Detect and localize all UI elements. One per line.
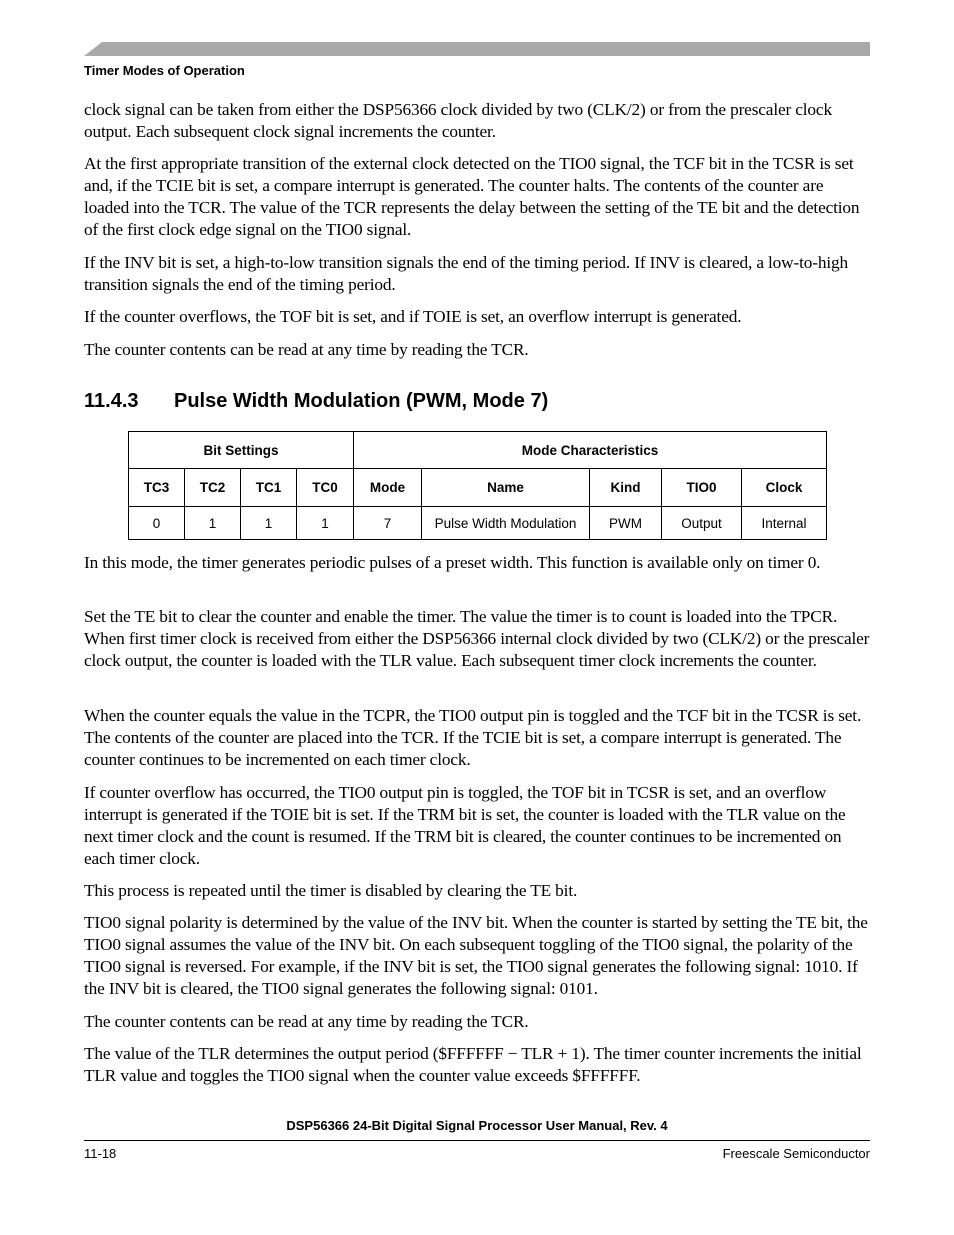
table-cell: 1: [241, 507, 297, 540]
column-header-tc0: TC0: [297, 469, 354, 507]
paragraph: The counter contents can be read at any time by reading the TCR.: [84, 1012, 529, 1031]
column-header-clock: Clock: [742, 469, 827, 507]
paragraph: The value of the TLR determines the output period ($FFFFFF − TLR + 1). The timer counter increments the initial TLR value and toggles the TIO0 signal when the counter value exceeds $FFFFFF.: [84, 1044, 862, 1085]
section-heading: [84, 388, 548, 414]
table-cell: 1: [185, 507, 241, 540]
table-cell: Output: [662, 507, 742, 540]
paragraph: At the first appropriate transition of the external clock detected on the TIO0 signal, the TCF bit in the TCSR is set and, if the TCIE bit is set, a compare interrupt is generated. The counter halts. The contents of the counter are loaded into the TCR. The value of the TCR represents the delay between the setting of the TE bit and the detection of the first clock edge signal on the TIO0 signal.: [84, 154, 860, 239]
column-header-mode: Mode: [354, 469, 422, 507]
table-cell: Internal: [742, 507, 827, 540]
group-header-mode-characteristics: Mode Characteristics: [354, 432, 827, 469]
paragraph: If counter overflow has occurred, the TIO0 output pin is toggled, the TOF bit in TCSR is set, and an overflow interrupt is generated if the TOIE bit is set. If the TRM bit is set, the counter is loaded with the TLR value on the next timer clock and the count is resumed. If the TRM bit is cleared, the counter continues to be incremented on each timer clock.: [84, 783, 846, 868]
paragraph: In this mode, the timer generates periodic pulses of a preset width. This function is available only on timer 0.: [84, 553, 821, 572]
section-title: Pulse Width Modulation (PWM, Mode 7): [174, 390, 549, 412]
running-head: Timer Modes of Operation: [84, 63, 245, 78]
footer-title: DSP56366 24-Bit Digital Signal Processor User Manual, Rev. 4: [286, 1118, 668, 1133]
section-number: 11.4.3: [84, 390, 139, 412]
table-cell: 1: [297, 507, 354, 540]
mode-table: [128, 431, 827, 540]
paragraph: The counter contents can be read at any time by reading the TCR.: [84, 340, 529, 359]
paragraph: When the counter equals the value in the TCPR, the TIO0 output pin is toggled and the TCF bit in the TCSR is set. The contents of the counter are placed into the TCR. If the TCIE bit is set, a compare interrupt is generated. The counter continues to be incremented on each timer clock.: [84, 706, 862, 769]
table-row: [129, 507, 827, 540]
paragraph: Set the TE bit to clear the counter and enable the timer. The value the timer is to count is loaded into the TPCR. When first timer clock is received from either the DSP56366 internal clock divided by two (CLK/2) or the prescaler clock output, the counter is loaded with the TLR value. Each subsequent timer clock increments the counter.: [84, 607, 870, 670]
paragraph: clock signal can be taken from either the DSP56366 clock divided by two (CLK/2) or from the prescaler clock output. Each subsequent clock signal increments the counter.: [84, 100, 832, 141]
table-cell: PWM: [590, 507, 662, 540]
page-number: 11-18: [84, 1146, 117, 1161]
column-header-tio0: TIO0: [662, 469, 742, 507]
header-bar: [84, 42, 870, 56]
paragraph: If the INV bit is set, a high-to-low transition signals the end of the timing period. If INV is cleared, a low-to-high transition signals the end of the timing period.: [84, 253, 848, 294]
column-header-kind: Kind: [590, 469, 662, 507]
footer-divider: [84, 1140, 870, 1141]
column-header-tc2: TC2: [185, 469, 241, 507]
paragraph: TIO0 signal polarity is determined by the value of the INV bit. When the counter is started by setting the TE bit, the TIO0 signal assumes the value of the INV bit. On each subsequent toggling of the TIO0 signal, the polarity of the TIO0 signal is reversed. For example, if the INV bit is set, the TIO0 signal generates the following signal: 1010. If the INV bit is cleared, the TIO0 signal generates the following signal: 0101.: [84, 913, 868, 998]
table-cell: 7: [354, 507, 422, 540]
table-cell: Pulse Width Modulation: [422, 507, 590, 540]
paragraph: This process is repeated until the timer is disabled by clearing the TE bit.: [84, 881, 578, 900]
paragraph: If the counter overflows, the TOF bit is set, and if TOIE is set, an overflow interrupt is generated.: [84, 307, 742, 326]
group-header-bit-settings: Bit Settings: [129, 432, 354, 469]
publisher-name: Freescale Semiconductor: [722, 1146, 870, 1161]
table-cell: 0: [129, 507, 185, 540]
column-header-tc1: TC1: [241, 469, 297, 507]
column-header-name: Name: [422, 469, 590, 507]
column-header-tc3: TC3: [129, 469, 185, 507]
